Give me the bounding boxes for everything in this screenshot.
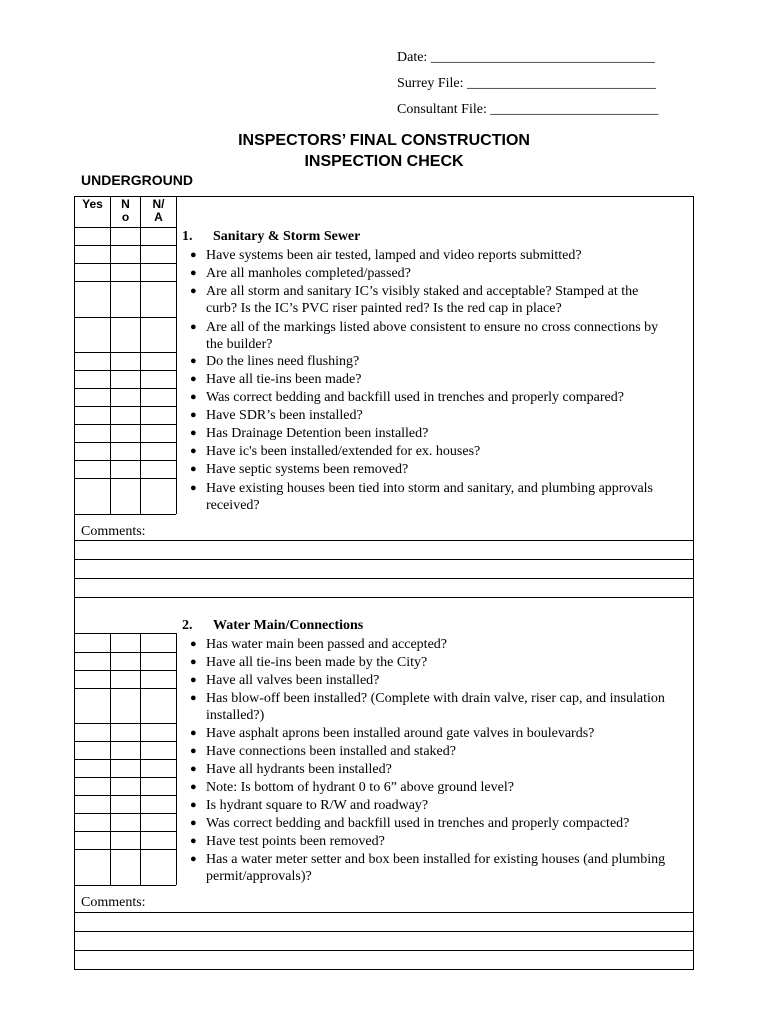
comment-line[interactable] [74,578,694,579]
grid-line [74,245,176,246]
section-1-heading [182,229,360,245]
section-2-heading [182,618,363,634]
checklist-item: ● Have all valves been installed? [190,673,380,688]
comment-line[interactable] [74,540,694,541]
bullet-icon: ● [190,763,197,775]
col-header-na-line-1: N/ [152,197,165,211]
col-header-no [111,198,140,224]
comments-label: Comments: [81,524,146,539]
check-row-1 [74,263,176,264]
section-1-number: 1. [182,229,193,244]
bullet-icon: ● [190,656,197,668]
bullet-icon: ● [190,674,197,686]
check-row-3 [74,688,176,689]
check-row-7 [74,777,176,778]
surrey-file-field[interactable]: Surrey File: ___________________________ [397,76,656,91]
checklist-item: ● Have septic systems been removed? [190,462,409,477]
bullet-icon: ● [190,391,197,403]
grid-line [110,196,111,514]
page-title-line-2: INSPECTION CHECK [304,153,464,170]
bullet-icon: ● [190,692,197,704]
check-row-12 [74,885,176,886]
checklist-item: ● Have existing houses been tied into storm and sanitary, and plumbing approvals received? [190,481,654,513]
checklist-item: ● Have asphalt aprons been installed around gate valves in boulevards? [190,726,595,741]
check-row-4 [74,723,176,724]
col-header-na-line-2: A [154,210,163,224]
checklist-item: ● Are all manholes completed/passed? [190,266,411,281]
bullet-icon: ● [190,427,197,439]
check-row-10 [74,831,176,832]
checklist-item: ● Was correct bedding and backfill used in trenches and properly compacted? [190,816,630,831]
check-row-11 [74,478,176,479]
comment-line[interactable] [74,931,694,932]
grid-line [74,227,176,228]
checklist-item: ● Have all tie-ins been made by the City? [190,655,428,670]
check-row-8 [74,424,176,425]
bullet-icon: ● [190,285,197,297]
check-row-9 [74,442,176,443]
check-row-3 [74,317,176,318]
bullet-icon: ● [190,745,197,757]
bullet-icon: ● [190,463,197,475]
bullet-icon: ● [190,817,197,829]
checklist-item: ● Note: Is bottom of hydrant 0 to 6” above ground level? [190,780,514,795]
check-row-6 [74,759,176,760]
checklist-item: ● Has a water meter setter and box been installed for existing houses (and plumbing permit/approvals)? [190,852,666,884]
bullet-icon: ● [190,835,197,847]
check-row-1 [74,652,176,653]
check-row-9 [74,813,176,814]
comment-line[interactable] [74,912,694,913]
checklist-item: ● Was correct bedding and backfill used in trenches and properly compared? [190,390,624,405]
check-row-10 [74,460,176,461]
bullet-icon: ● [190,321,197,333]
checklist-item: ● Has blow-off been installed? (Complete with drain valve, riser cap, and insulation installed?) [190,691,665,723]
check-row-2 [74,281,176,282]
bullet-icon: ● [190,638,197,650]
checklist-item: ● Is hydrant square to R/W and roadway? [190,798,429,813]
check-row-8 [74,795,176,796]
grid-line [140,196,141,514]
check-row-5 [74,370,176,371]
page-title-line-1: INSPECTORS’ FINAL CONSTRUCTION [238,132,530,149]
consultant-file-field[interactable]: Consultant File: ________________________ [397,102,659,117]
col-header-no-line-1: N [121,197,130,211]
bullet-icon: ● [190,727,197,739]
col-header-yes: Yes [82,197,103,211]
section-label: UNDERGROUND [81,172,193,188]
check-row-5 [74,741,176,742]
comment-line[interactable] [74,559,694,560]
checklist-item: ● Do the lines need flushing? [190,354,360,369]
section-2-title: Water Main/Connections [213,618,364,633]
bullet-icon: ● [190,482,197,494]
checklist-item: ● Has Drainage Detention been installed? [190,426,429,441]
grid-line [176,196,177,514]
bullet-icon: ● [190,373,197,385]
grid-line [74,633,176,634]
check-row-12 [74,514,176,515]
checklist-item: ● Have connections been installed and staked? [190,744,456,759]
check-row-11 [74,849,176,850]
bullet-icon: ● [190,409,197,421]
comment-line[interactable] [74,950,694,951]
comments-label: Comments: [81,895,146,910]
checklist-item: ● Are all of the markings listed above consistent to ensure no cross connections by the builder? [190,320,659,352]
check-row-7 [74,406,176,407]
bullet-icon: ● [190,799,197,811]
checklist-item: ● Has water main been passed and accepted? [190,637,447,652]
checklist-item: ● Have test points been removed? [190,834,385,849]
bullet-icon: ● [190,355,197,367]
section-2-number: 2. [182,618,193,633]
bullet-icon: ● [190,445,197,457]
date-field[interactable]: Date: ________________________________ [397,50,655,65]
check-row-6 [74,388,176,389]
col-header-na [141,198,176,224]
bullet-icon: ● [190,781,197,793]
section-1-title: Sanitary & Storm Sewer [213,229,361,244]
comment-line[interactable] [74,597,694,598]
grid-line [176,633,177,885]
checklist-item: ● Have all hydrants been installed? [190,762,392,777]
check-row-4 [74,352,176,353]
check-row-2 [74,670,176,671]
bullet-icon: ● [190,853,197,865]
bullet-icon: ● [190,267,197,279]
checklist-item: ● Are all storm and sanitary IC’s visibly staked and acceptable? Stamped at the curb? Is the IC’s PVC riser painted red? Is the red cap in place? [190,284,639,316]
checklist-item: ● Have SDR’s been installed? [190,408,363,423]
bullet-icon: ● [190,249,197,261]
checklist-item: ● Have ic's been installed/extended for ex. houses? [190,444,481,459]
col-header-no-line-2: o [121,210,130,224]
checklist-item: ● Have all tie-ins been made? [190,372,362,387]
checklist-item: ● Have systems been air tested, lamped and video reports submitted? [190,248,582,263]
